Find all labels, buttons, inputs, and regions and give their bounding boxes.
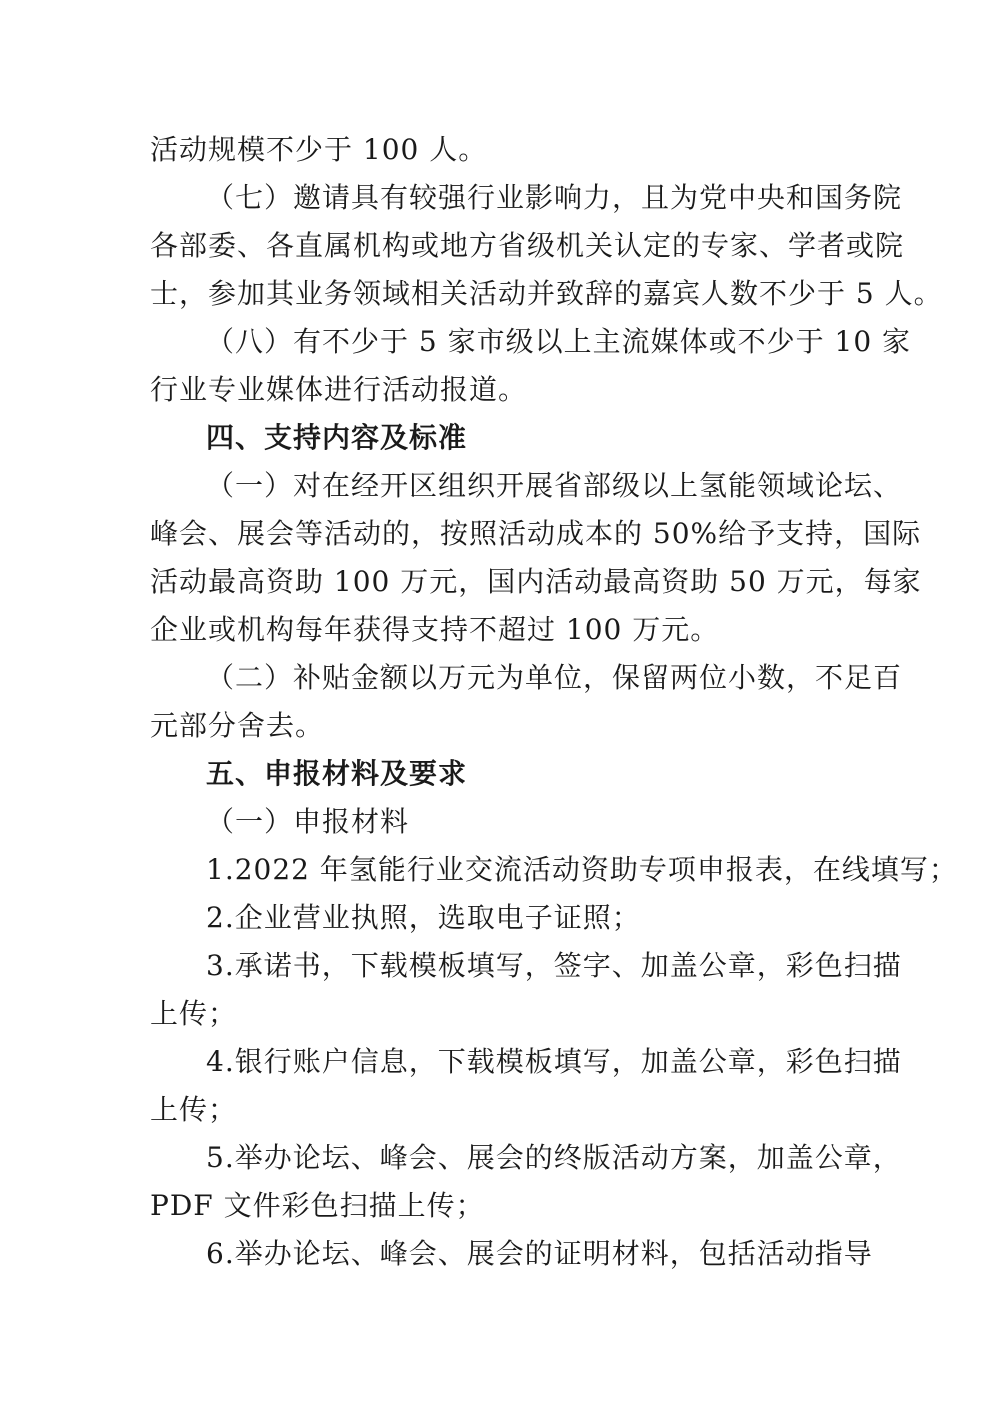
paragraph-line: （七）邀请具有较强行业影响力，且为党中央和国务院	[206, 181, 903, 214]
list-item: 3.承诺书，下载模板填写，签字、加盖公章，彩色扫描	[206, 949, 902, 982]
paragraph-line: （一）对在经开区组织开展省部级以上氢能领域论坛、	[206, 469, 903, 502]
subsection-heading: （一）申报材料	[206, 805, 410, 838]
paragraph-line: 元部分舍去。	[150, 709, 325, 742]
paragraph-line: 各部委、各直属机构或地方省级机关认定的专家、学者或院	[150, 229, 905, 262]
list-item-continuation: 上传；	[150, 997, 238, 1030]
paragraph-line: （二）补贴金额以万元为单位，保留两位小数，不足百	[206, 661, 903, 694]
section-heading: 四、支持内容及标准	[206, 421, 468, 454]
section-heading: 五、申报材料及要求	[206, 757, 468, 790]
paragraph-line: 活动最高资助 100 万元，国内活动最高资助 50 万元，每家	[150, 565, 922, 598]
paragraph-line: 活动规模不少于 100 人。	[150, 133, 488, 166]
paragraph-line: 士，参加其业务领域相关活动并致辞的嘉宾人数不少于 5 人。	[150, 277, 943, 310]
paragraph-line: （八）有不少于 5 家市级以上主流媒体或不少于 10 家	[206, 325, 912, 358]
list-item: 5.举办论坛、峰会、展会的终版活动方案，加盖公章，	[206, 1141, 902, 1174]
paragraph-line: 行业专业媒体进行活动报道。	[150, 373, 528, 406]
list-item: 2.企业营业执照，选取电子证照；	[206, 901, 641, 934]
list-item: 1.2022 年氢能行业交流活动资助专项申报表，在线填写；	[206, 853, 958, 886]
paragraph-line: 企业或机构每年获得支持不超过 100 万元。	[150, 613, 720, 646]
list-item-continuation: 上传；	[150, 1093, 238, 1126]
paragraph-line: 峰会、展会等活动的，按照活动成本的 50%给予支持，国际	[150, 517, 922, 550]
list-item: 4.银行账户信息，下载模板填写，加盖公章，彩色扫描	[206, 1045, 902, 1078]
list-item: 6.举办论坛、峰会、展会的证明材料，包括活动指导	[206, 1237, 873, 1270]
list-item-continuation: PDF 文件彩色扫描上传；	[150, 1189, 485, 1222]
